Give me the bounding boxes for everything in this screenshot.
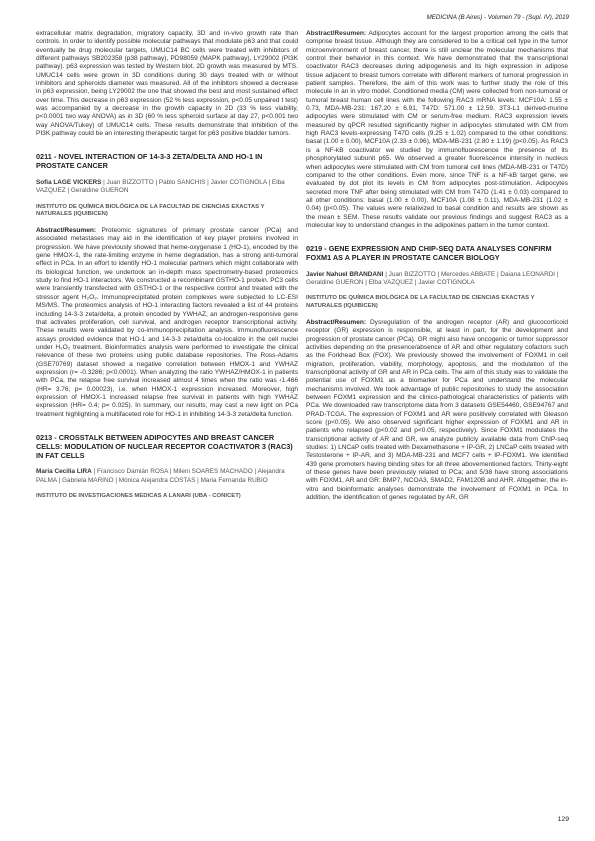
- abstract-0219-co-authors: | Juan BIZZOTTO | Mercedes ABBATE | Daiana LEONARDI | Geraldine GUERON | Elba VAZQUEZ | Javier COTIGNOLA: [306, 270, 559, 287]
- abstract-0219-text: Dysregulation of the androgen receptor (AR) and glucocorticoid receptor (GR) expression is responsible, at least in part, for the development and progression of prostate cancer (PCa). GR might also have oncogenic or tumor suppressor activities depending on the presence/absence of AR and other regulatory cofactors such as the Forkhead Box (FOX). We previously showed the involvement of FOXM1 in cell migration, proliferation, viability, morphology, apoptosis, and the modulation of the transcriptional activity of GR and AR in PCa cells. The aim of this study was to validate the potential use of FOXM1 as a biomarker for PCa and understand the molecular mechanisms involved. We took advantage of public repositories to study the association between FOXM1 expression and the clinico-pathological characteristics of patients with PCa. We downloaded raw transcriptome data from 3 datasets GSE54460, GSE94767 and PRAD-TCGA. The expression of FOXM1 and AR were positively correlated with Gleason score (p<0.05). We also observed significant higher expression of FOXM1 and AR in patients who relapsed (p<0.02 and p<0.05, respectively). Since FOXM1 modulates the transcriptional activity of AR and GR, we analyze publicly available data from ChIP-seq studies: 1) LNCaP cells treated with Dexamethasone + IP-GR, 2) LNCaP cells treated with Testosterone + IP-AR, and 3) MDA-MB-231 and MCF7 cells + IP-FOXM1. We identified 439 gene promoters having binding sites for all three abovementioned factors. Thirty-eight of these genes have been previously related to PCa; and 5/38 have strong associations with FOXM1, AR and GR: BMP7, NCOA3, SMAD2, FAM120B and AHR. Altogether, the in-vitro and bioinformatic analyses demonstrate the involvement of FOXM1 in PCa. In addition, the identification of genes regulated by AR, GR: [306, 318, 568, 502]
- abstract-0213-title: 0213 - CROSSTALK BETWEEN ADIPOCYTES AND BREAST CANCER CELLS: MODULATION OF NUCLEAR RECEPTOR COACTIVATOR 3 (RAC3) IN FAT CELLS: [36, 432, 293, 460]
- abstract-0211-body: [36, 227, 298, 419]
- abstract-0211-first-author: Sofia LAGE VICKERS: [36, 179, 102, 187]
- abstract-0211-title: 0211 - NOVEL INTERACTION OF 14-3-3 ZETA/DELTA AND HO-1 IN PROSTATE CANCER: [36, 152, 263, 171]
- journal-header: MEDICINA (B Aires) - Volumen 79 - (Supl. IV), 2019: [426, 14, 569, 21]
- abstract-0211-label: Abstract/Resumen:: [36, 227, 97, 235]
- left-column: [36, 30, 298, 501]
- abstract-0219-first-author: Javier Nahuel BRANDANI: [306, 270, 384, 278]
- right-column: [306, 30, 568, 502]
- abstract-0213-first-author: Maria Cecilia LIRA: [36, 468, 92, 476]
- abstract-0219-authors: [306, 271, 568, 288]
- abstract-0211-co-authors: | Juan BIZZOTTO | Pablo SANCHIS | Javier COTIGNOLA | Elba VAZQUEZ | Geraldine GUERON: [36, 179, 285, 195]
- abstract-0211-institution: INSTITUTO DE QUÍMICA BIOLÓGICA DE LA FACULTAD DE CIENCIAS EXACTAS Y NATURALES (IQUIBICEN): [36, 203, 265, 218]
- abstract-0219-institution: INSTITUTO DE QUÍMICA BIOLÓGICA DE LA FACULTAD DE CIENCIAS EXACTAS Y NATURALES (IQUIBICEN): [306, 295, 535, 310]
- abstract-0213-label: Abstract/Resumen:: [306, 30, 367, 37]
- abstract-0213-text: Adipocytes account for the largest proportion among the cells that comprise breast tissue. Although they are considered to be a critical cell type in the tumor microenvironment of breast cancer, there is still unclear the molecular mechanisms that control their behavior in this context. We have demonstrated that the transcriptional coactivator RAC3 decreases during adipogenesis and its high expression in adipose tissue adjacent to breast tumors correlate with different markers of tumoral progression in patient samples. Therefore, the aim of this work was to further study the role of this molecule in an in vitro model. Conditioned media (CM) were collected from non-tumoral or tumoral breast human cell lines with the following RAC3 mRNA levels: MCF10A: 1.55 ± 0.73, MDA-MB-231: 167.20 ± 6.91, T47D: 571.00 ± 12.59. 3T3-L1 derived-murine adipocytes were stimulated with CM or serum-free medium. RAC3 expression levels measured by qPCR resulted significantly higher in adipocytes stimulated with CM from high RAC3 levels-expressing T47D cells (9.25 ± 1.02) compared to the other conditions: basal (1.00 ± 0.00), MCF10A (2.33 ± 0.96), MDA-MB-231 (2.80 ± 1.19) (p<0.05). As RAC3 is a NF-kB coactivator we studied by immunofluorescence the presence of its phosphorylated subunit p65. We observed a greater fluorescence intensity in nucleus when adipocytes were stimulated with CM from tumoral cell lines (MDA-MB-231 or T47D) compared to the other conditions. Even more, since TNF is a NF-kB target gene, we evaluated by dot plot its levels in CM from adipocytes post-stimulation. Adipocytes secreted more TNF after being stimulated with CM from T47D (1.41 ± 0.03) compared to all other conditions: basal (1.00 ± 0.00), MCF10A (1.08 ± 0.11), MDA-MB-231 (1.02 ± 0.04) (p<0.05). The values were relativized to basal condition and results are shown as the mean ± SEM. These results validate our previous findings and suggest RAC3 as a molecular key to understand changes in the adipokines pattern in the tumor context.: [306, 30, 568, 229]
- abstract-0213-co-authors: | Francisco Damián ROSA | Mileni SOARES MACHADO | Alejandra PALMA | Gabriela MARINO | Mónica Alejandra COSTAS | Maria Fernanda RUBIO: [36, 468, 285, 484]
- abstract-0213-authors: [36, 468, 298, 485]
- abstract-0219-title: 0219 - GENE EXPRESSION AND CHIP-SEQ DATA ANALYSES CONFIRM FOXM1 AS A PLAYER IN PROSTATE CANCER BIOLOGY: [306, 244, 552, 263]
- abstract-0219-label: Abstract/Resumen:: [306, 318, 367, 326]
- abstract-0219-body: [306, 319, 568, 503]
- continued-abstract-text: extracellular matrix degradation, migratory capacity, 3D and in-vivo growth rate than controls. In order to identify possible molecular pathways that modulate p63 and that could eventually be drug molecular targets, UMUC14 BC cells were treated with inhibitors of different pathways SB202358 (p38 pathway), PD98059 (MAPK pathway), LY29002 (PI3K pathway). p63 expression was tested by Western blot. 2D growth was measured by MTS. UMUC14 cells were grown in 3D conditions during 30 days treated with or without inhibitors and spheroids diameter was measured. All of the inhibitors showed a decrease in p63 expression, being LY29002 the one that showed the best and most sustained effect over time. This decrease in p63 expression (52 % less expression, p<0.05 unpaired t test) was accompanied by a decrease in the growth capacity in 2D (33 % less viability, p<0.0001 two way ANOVA) as in 3D (60 % less spheroid surface at day 27, p<0.001 two way ANOVA/Tukey) of UMUC14 cells. These results demonstrate that inhibition of the PI3K pathway could be an interesting therapeutic target for p63 positive bladder tumors.: [36, 30, 298, 138]
- page-number: 129: [557, 816, 569, 823]
- abstract-0211-authors: [36, 179, 298, 196]
- abstract-0211-text: Proteomic signatures of primary prostate cancer (PCa) and associated metastases may aid in the identification of key player proteins involved in progression. We have previously showed that heme-oxygenase 1 (HO-1), encoded by the gene HMOX-1, the rate-limiting enzyme in heme degradation, has a strong anti-tumoral effect in PCa. In an effort to identify HO-1 molecular partners which might collaborate with its biological function, we undertook an in-depth mass spectrometry-based proteomics study to find HO-1 interactors. We constructed a recombinant GSTHO-1 protein. PC3 cells were transiently transfected with GSTHO-1 or the respective control and treated with the stressor agent H₂O₂. Immunoprecipitated protein complexes were subjected to LC-ESI MS/MS. The proteomics analysis of HO-1 interacting factors revealed a list of 44 proteins including 14-3-3 zeta/delta, a protein encoded by YWHAZ, an androgen-responsive gene that activates proliferation, cell survival, and androgen receptor transcriptional activity. These results were validated by co-immunoprecipitation analysis. Immunofluorescence assays provided evidence that HO-1 and 14-3-3 zeta/delta co-localize in the cell nuclei under H₂O₂ treatment. Bioinformatics analysis were performed to investigate the clinical relevance of these two proteins using public database repositories. The Ross-Adams (GSE70769) dataset showed a negative correlation between HMOX-1 and YWHAZ expression (r= -0.3286; p<0.0001). When analyzing the ratio YWHAZ/HMOX-1 in patients with PCa, the relapse free survival increased almost 4 times when the ratio was ‹1.466 (HR= 3.76; p= 0.00023), i.e. when HMOX-1 expression increased. Moreover, high expression of HMOX-1 increased relapse free survival in patients with high YWHAZ expression (HR= 0.4; p= 0.025). In summary, our results, may cast a new light on PCa treatment highlighting a multifaceted role for HO-1 in inhibiting 14-3-3 zeta/delta function.: [36, 227, 298, 418]
- abstract-0213-body: [306, 30, 568, 230]
- abstract-0213-institution: INSTITUTO DE INVESTIGACIONES MEDICAS A LANARI (UBA - CONICET): [36, 492, 241, 499]
